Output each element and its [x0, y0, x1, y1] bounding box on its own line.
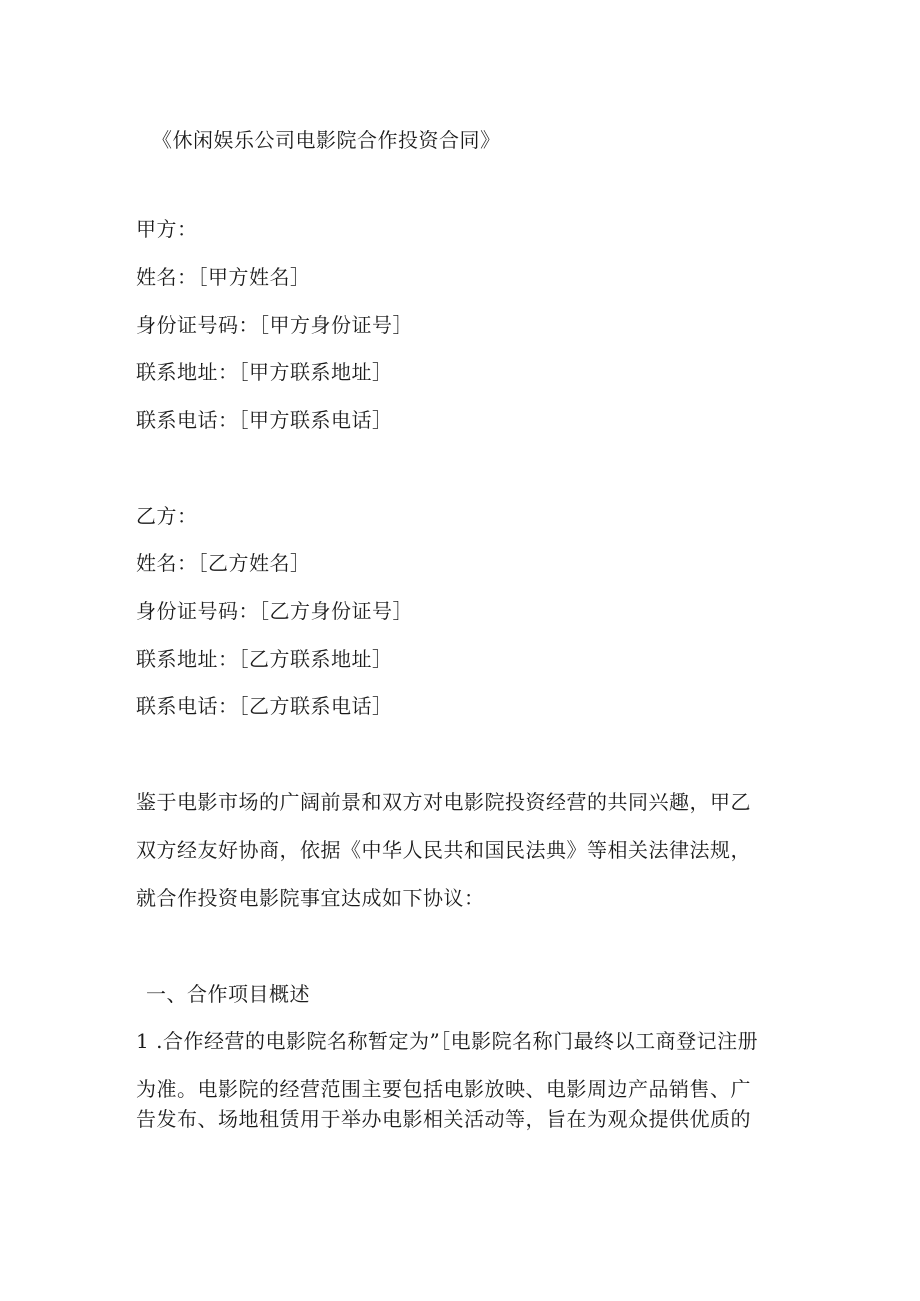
party-b-heading: 乙方：	[136, 504, 198, 528]
party-a-address: 联系地址：［甲方联系地址］	[136, 360, 393, 384]
party-a-phone: 联系电话：［甲方联系电话］	[136, 408, 393, 432]
section-1-heading: 一、合作项目概述	[146, 982, 310, 1006]
party-b-name: 姓名：［乙方姓名］	[136, 551, 311, 575]
clause-1-line-2: 为准。电影院的经营范围主要包括电影放映、电影周边产品销售、广	[136, 1077, 751, 1101]
party-b-id-number: 身份证号码：［乙方身份证号］	[136, 599, 413, 623]
party-a-heading: 甲方：	[136, 217, 198, 241]
party-a-id-number: 身份证号码：［甲方身份证号］	[136, 313, 413, 337]
clause-1-line-1: 1 .合作经营的电影院名称暂定为”［电影院名称门最终以工商登记注册	[136, 1029, 759, 1053]
clause-1-line-3: 告发布、场地租赁用于举办电影相关活动等，旨在为观众提供优质的	[136, 1107, 751, 1131]
preamble-line-1: 鉴于电影市场的广阔前景和双方对电影院投资经营的共同兴趣，甲乙	[136, 790, 751, 814]
preamble-line-3: 就合作投资电影院事宜达成如下协议：	[136, 886, 485, 910]
party-a-name: 姓名：［甲方姓名］	[136, 265, 311, 289]
party-b-address: 联系地址：［乙方联系地址］	[136, 647, 393, 671]
party-b-phone: 联系电话：［乙方联系电话］	[136, 694, 393, 718]
preamble-line-2: 双方经友好协商，依据《中华人民共和国民法典》等相关法律法规，	[136, 838, 751, 862]
document-title: 《休闲娱乐公司电影院合作投资合同》	[152, 128, 501, 152]
